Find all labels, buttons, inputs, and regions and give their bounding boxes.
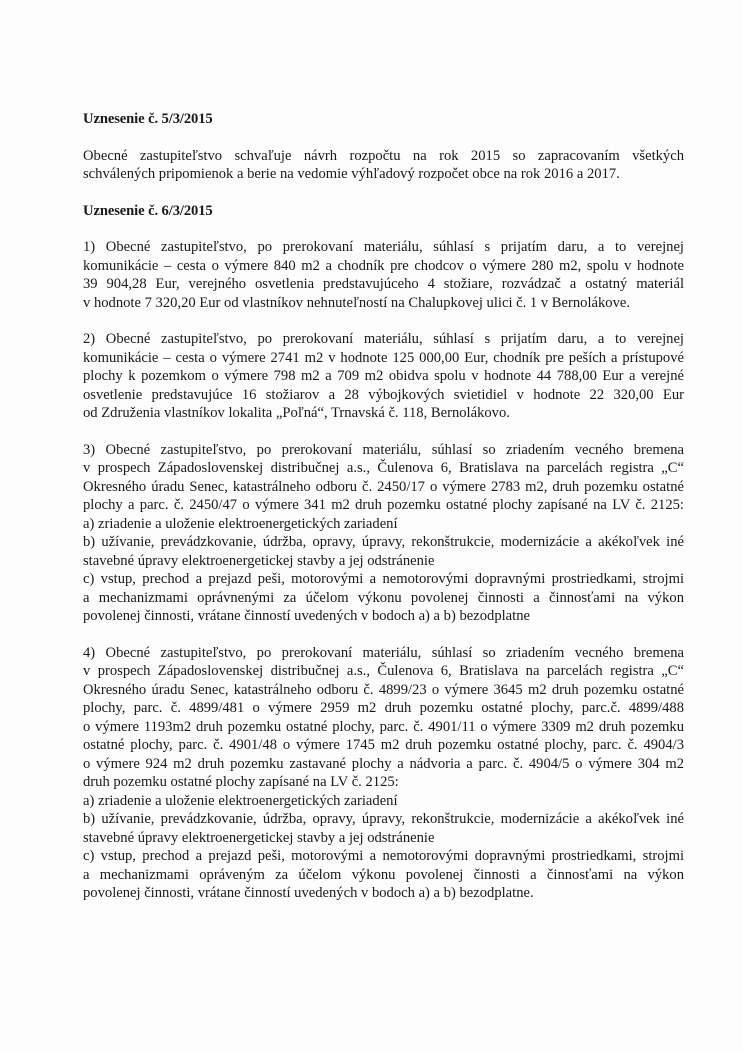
resolution-item-3: [83, 441, 684, 626]
subitem-a: a) zriadenie a uloženie elektroenergetických zariadení: [83, 515, 398, 532]
paragraph-line: komunikácie – cesta o výmere 2741 m2 v hodnote 125 000,00 Eur, chodník pre peších a prístupové: [83, 349, 684, 366]
subitem-c-continued: a mechanizmami opráveným za účelom výkonu povolenej činnosti a činnosťami na výkon: [83, 866, 684, 883]
resolution-paragraph: [83, 147, 684, 184]
paragraph-line: 3) Obecné zastupiteľstvo, po prerokovaní materiálu, súhlasí so zriadením vecného bremena: [83, 441, 684, 458]
paragraph-line: v prospech Západoslovenskej distribučnej a.s., Čulenova 6, Bratislava na parcelách registra „C“: [83, 460, 684, 476]
subitem-c: c) vstup, prechod a prejazd peši, motorovými a nemotorovými dopravnými prostriedkami, strojmi: [83, 848, 684, 864]
paragraph-line: plochy a parc. č. 2450/47 o výmere 341 m2 druh pozemku ostatné plochy zapísané na LV č. 2125:: [83, 497, 684, 513]
paragraph-line: plochy, parc. č. 4899/481 o výmere 2959 m2 druh pozemku ostatné plochy, parc.č. 4899/488: [83, 700, 684, 716]
paragraph-line: od Združenia vlastníkov lokalita „Poľná“, Trnavská č. 118, Bernolákovo.: [83, 405, 510, 421]
resolution-item-4: [83, 644, 684, 903]
paragraph-line: v hodnote 7 320,20 Eur od vlastníkov nehnuteľností na Chalupkovej ulici č. 1 v Bernolákove.: [83, 294, 631, 311]
resolution-item-2: [83, 330, 684, 423]
subitem-b-continued: stavebné úpravy elektroenergetickej stavby a jej odstránenie: [83, 829, 435, 846]
subitem-b-continued: stavebné úpravy elektroenergetickej stavby a jej odstránenie: [83, 552, 435, 569]
document-body: [83, 110, 684, 903]
paragraph-line: komunikácie – cesta o výmere 840 m2 a chodník pre chodcov o výmere 280 m2, spolu v hodnote: [83, 257, 684, 274]
subitem-a: a) zriadenie a uloženie elektroenergetických zariadení: [83, 792, 398, 809]
paragraph-line: ostatné plochy, parc. č. 4901/48 o výmere 1745 m2 druh pozemku ostatné plochy, parc. č. 4904/3: [83, 737, 684, 753]
paragraph-line: o výmere 924 m2 druh pozemku zastavané plochy a nádvoria a parc. č. 4904/5 o výmere 304 m2: [83, 755, 684, 772]
resolution-heading: Uznesenie č. 6/3/2015: [83, 202, 213, 219]
paragraph-line: v prospech Západoslovenskej distribučnej a.s., Čulenova 6, Bratislava na parcelách registra „C“: [83, 663, 684, 679]
subitem-c: c) vstup, prechod a prejazd peši, motorovými a nemotorovými dopravnými prostriedkami, strojmi: [83, 571, 684, 587]
paragraph-line: o výmere 1193m2 druh pozemku ostatné plochy, parc. č. 4901/11 o výmere 3309 m2 druh pozemku: [83, 718, 684, 735]
subitem-b: b) užívanie, prevádzkovanie, údržba, opravy, úpravy, rekonštrukcie, modernizácie a akékoľvek iné: [83, 811, 684, 827]
paragraph-line: 1) Obecné zastupiteľstvo, po prerokovaní materiálu, súhlasí s prijatím daru, a to verejnej: [83, 239, 684, 255]
paragraph-line: 39 904,28 Eur, verejného osvetlenia predstavujúceho 4 stožiare, rozvádzač a ostatný materiál: [83, 276, 684, 292]
paragraph-line: Obecné zastupiteľstvo schvaľuje návrh rozpočtu na rok 2015 so zapracovaním všetkých: [83, 147, 684, 164]
paragraph-line: Okresného úradu Senec, katastrálneho odboru č. 4899/23 o výmere 3645 m2 druh pozemku ostatné: [83, 681, 684, 698]
resolution-heading: Uznesenie č. 5/3/2015: [83, 111, 213, 127]
subitem-c-continued: a mechanizmami oprávnenými za účelom výkonu povolenej činnosti a činnosťami na výkon: [83, 589, 684, 606]
paragraph-line: druh pozemku ostatné plochy zapísané na LV č. 2125:: [83, 774, 399, 790]
paragraph-line: plochy k pozemkom o výmere 798 m2 a 709 m2 obidva spolu v hodnote 44 788,00 Eur a verejné: [83, 368, 684, 384]
subitem-c-continued: povolenej činnosti, vrátane činností uvedených v bodoch a) a b) bezodplatne.: [83, 885, 534, 901]
paragraph-line: 4) Obecné zastupiteľstvo, po prerokovaní materiálu, súhlasí so zriadením vecného bremena: [83, 644, 684, 661]
resolution-6-3-2015: [83, 202, 684, 903]
resolution-5-3-2015: [83, 110, 684, 184]
paragraph-line: schválených pripomienok a berie na vedomie výhľadový rozpočet obce na rok 2016 a 2017.: [83, 166, 620, 182]
resolution-item-1: [83, 238, 684, 312]
paragraph-line: Okresného úradu Senec, katastrálneho odboru č. 2450/17 o výmere 2783 m2, druh pozemku ostatné: [83, 478, 684, 495]
subitem-c-continued: povolenej činnosti, vrátane činností uvedených v bodoch a) a b) bezodplatne: [83, 608, 530, 624]
subitem-b: b) užívanie, prevádzkovanie, údržba, opravy, úpravy, rekonštrukcie, modernizácie a akékoľvek iné: [83, 534, 684, 550]
paragraph-line: osvetlenie predstavujúce 16 stožiarov a 28 výbojkových svietidiel v hodnote 22 320,00 Eur: [83, 386, 684, 403]
paragraph-line: 2) Obecné zastupiteľstvo, po prerokovaní materiálu, súhlasí s prijatím daru, a to verejnej: [83, 331, 684, 347]
